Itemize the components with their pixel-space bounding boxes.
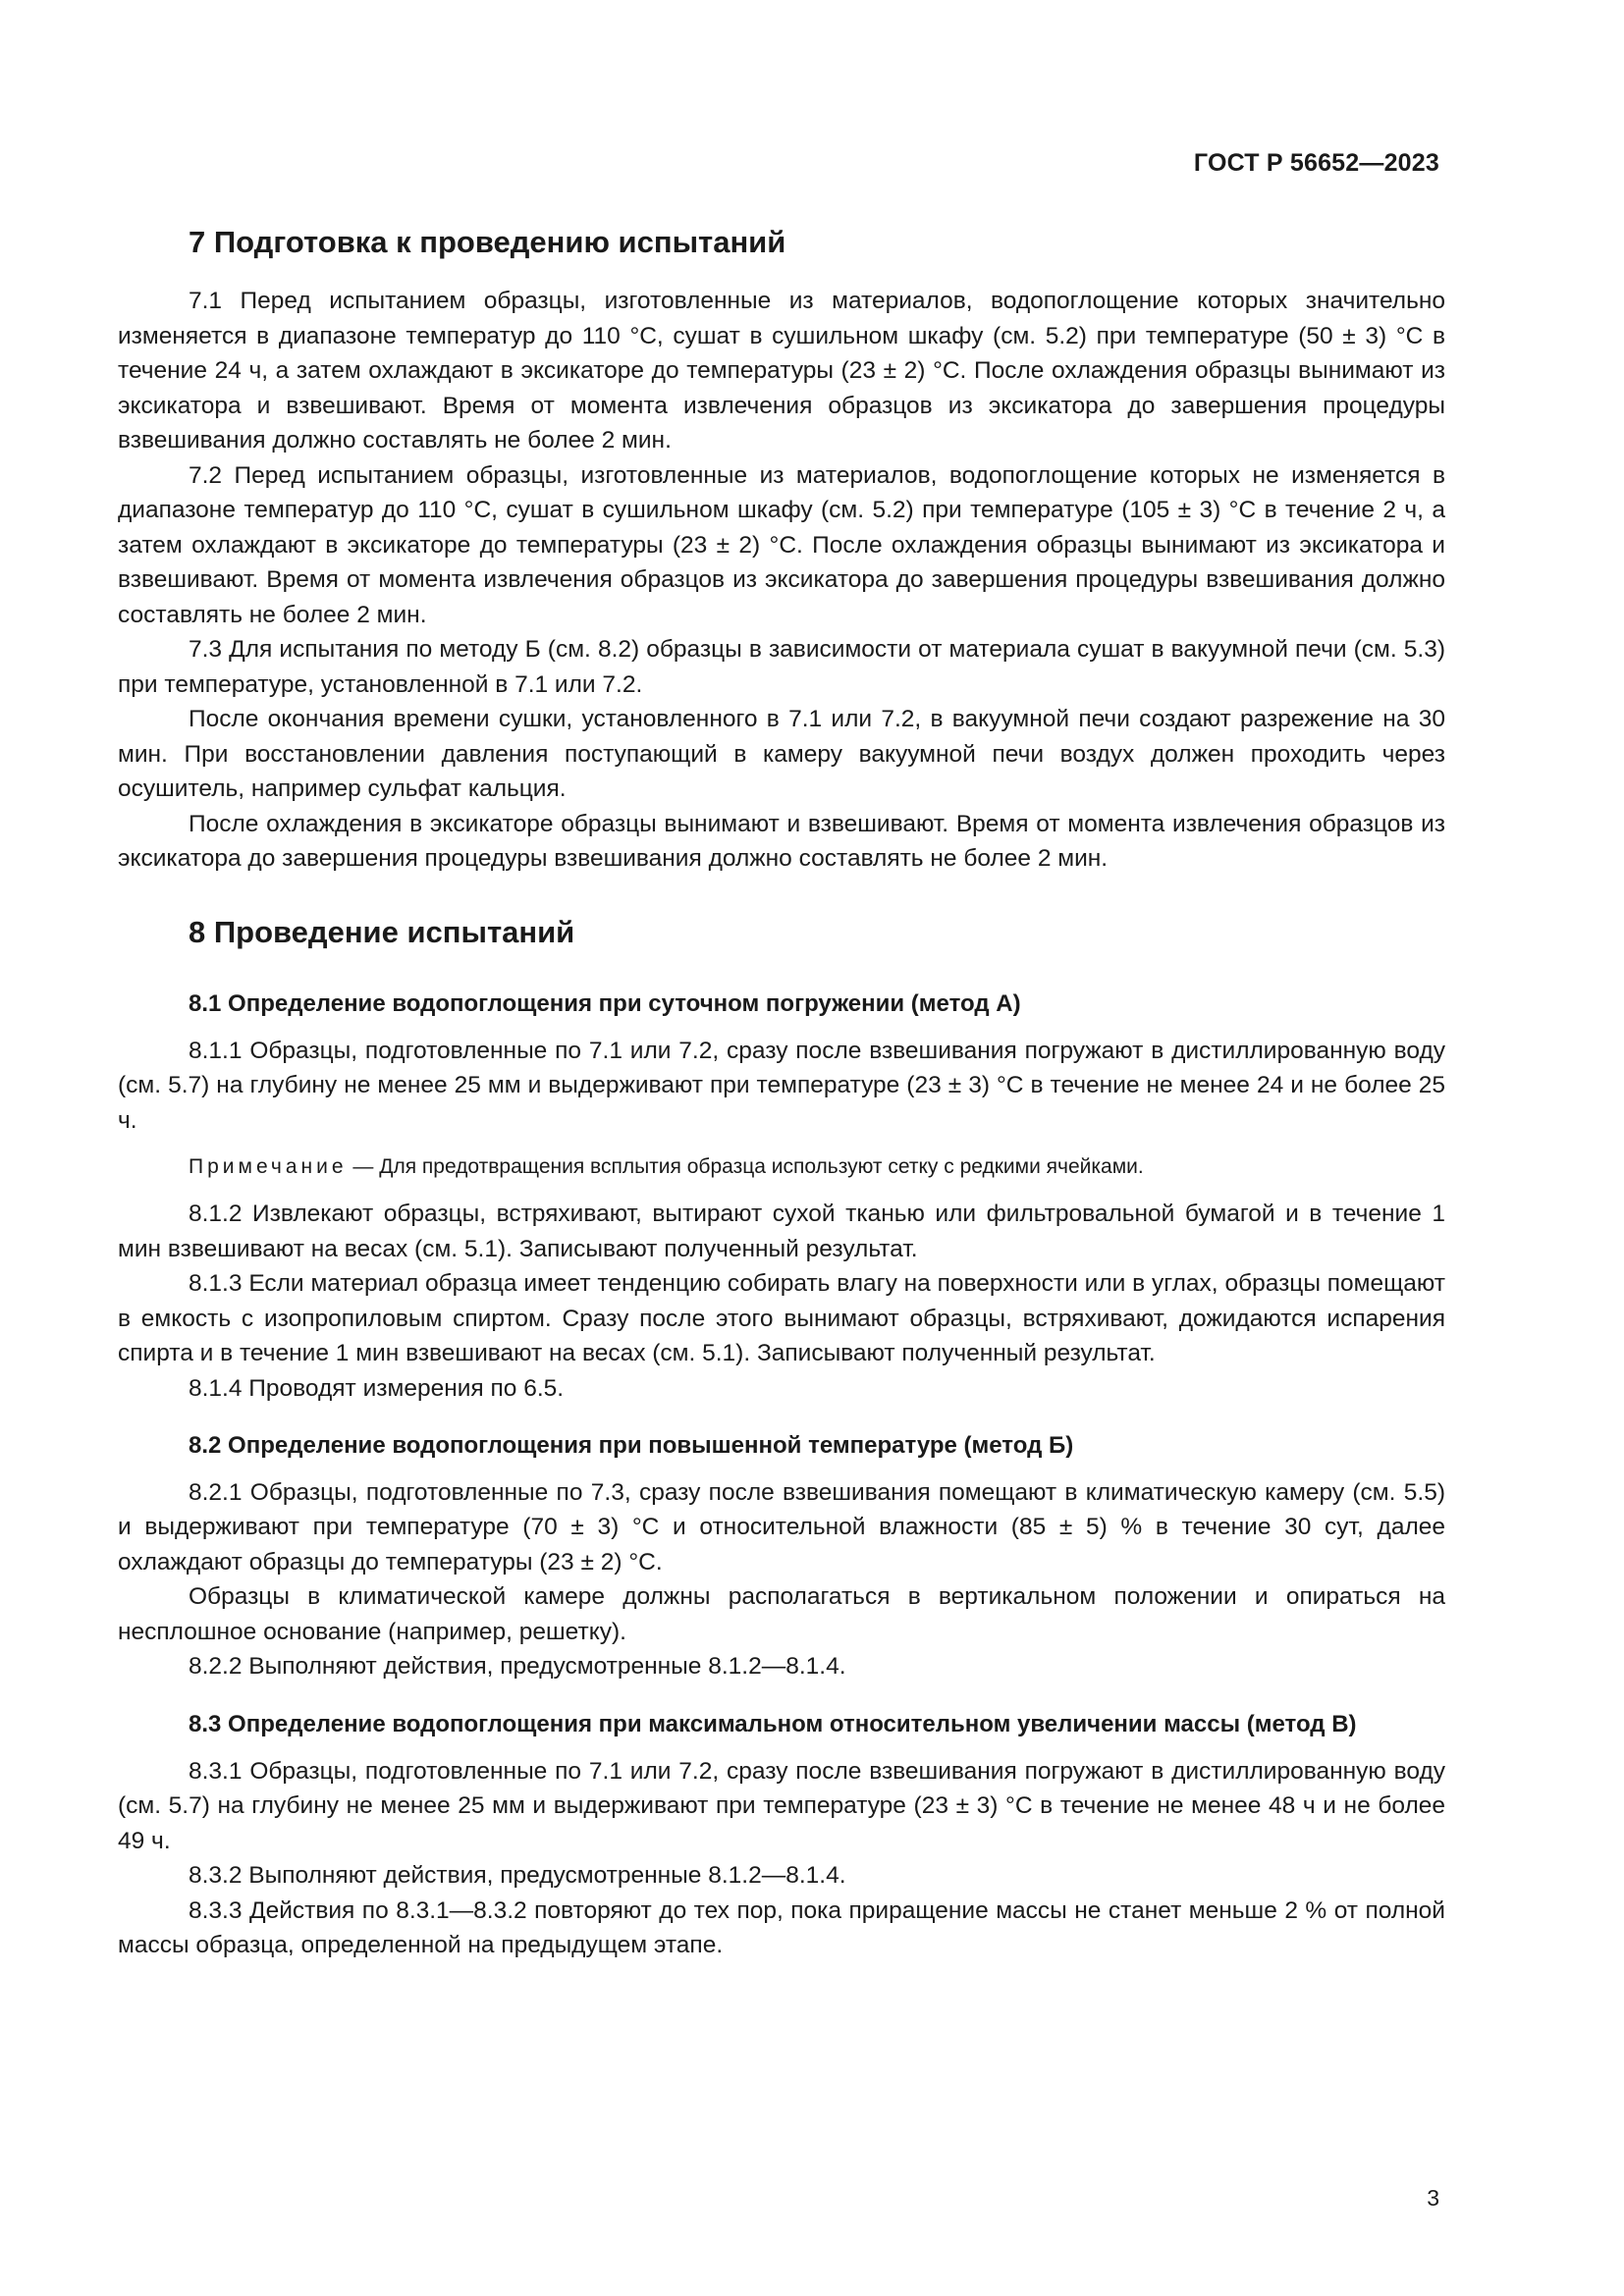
- subsection-8-3-heading: 8.3 Определение водопоглощения при максимальном относительном увеличении массы (метод В): [189, 1710, 1357, 1737]
- paragraph-8-2-1: 8.2.1 Образцы, подготовленные по 7.3, сразу после взвешивания помещают в климатическую камеру (см. 5.5) и выдерживают при температуре (70 ± 3) °С и относительной влажности (85 ± 5) % в течение 30 сут, далее охлаждают образцы до температуры (23 ± 2) °С.: [118, 1478, 1445, 1575]
- subsection-8-1-heading: 8.1 Определение водопоглощения при суточном погружении (метод А): [189, 989, 1021, 1017]
- paragraph-8-1-2: 8.1.2 Извлекают образцы, встряхивают, вытирают сухой тканью или фильтровальной бумагой и в течение 1 мин взвешивают на весах (см. 5.1). Записывают полученный результат.: [118, 1201, 1445, 1262]
- paragraph-7-3-cooling: После охлаждения в эксикаторе образцы вынимают и взвешивают. Время от момента извлечения образцов из эксикатора до завершения процедуры взвешивания должно составлять не более 2 мин.: [118, 810, 1445, 873]
- paragraph-8-1-4: 8.1.4 Проводят измерения по 6.5.: [189, 1374, 565, 1402]
- paragraph-8-1-1: 8.1.1 Образцы, подготовленные по 7.1 или 7.2, сразу после взвешивания погружают в дистиллированную воду (см. 5.7) на глубину не менее 25 мм и выдерживают при температуре (23 ± 3) °С в течение не менее 24 и не более 25 ч.: [118, 1037, 1445, 1134]
- paragraph-7-3-drying: После окончания времени сушки, установленного в 7.1 или 7.2, в вакуумной печи создают разрежение на 30 мин. При восстановлении давления поступающий в камеру вакуумной печи воздух должен проходить через осушитель, например сульфат кальция.: [118, 706, 1445, 803]
- paragraph-7-1: 7.1 Перед испытанием образцы, изготовленные из материалов, водопоглощение которых значительно изменяется в диапазоне температур до 110 °С, сушат в сушильном шкафу (см. 5.2) при температуре (50 ± 3) °С в течение 24 ч, а затем охлаждают в эксикаторе до температуры (23 ± 2) °С. После охлаждения образцы вынимают из эксикатора и взвешивают. Время от момента извлечения образцов из эксикатора до завершения процедуры взвешивания должно составлять не более 2 мин.: [118, 288, 1445, 454]
- paragraph-8-3-1: 8.3.1 Образцы, подготовленные по 7.1 или 7.2, сразу после взвешивания погружают в дистиллированную воду (см. 5.7) на глубину не менее 25 мм и выдерживают при температуре (23 ± 3) °С в течение не менее 48 ч и не более 49 ч.: [118, 1757, 1445, 1854]
- paragraph-8-2-1-position: Образцы в климатической камере должны располагаться в вертикальном положении и опираться на несплошное основание (например, решетку).: [118, 1583, 1445, 1645]
- section-8-heading: 8 Проведение испытаний: [189, 914, 575, 949]
- paragraph-8-3-3: 8.3.3 Действия по 8.3.1—8.3.2 повторяют до тех пор, пока приращение массы не станет меньше 2 % от полной массы образца, определенной на предыдущем этапе.: [118, 1896, 1445, 1959]
- note-text: — Для предотвращения всплытия образца используют сетку с редкими ячейками.: [347, 1155, 1144, 1179]
- section-7-heading: 7 Подготовка к проведению испытаний: [189, 225, 786, 259]
- subsection-8-2-heading: 8.2 Определение водопоглощения при повышенной температуре (метод Б): [189, 1432, 1074, 1460]
- paragraph-8-2-2: 8.2.2 Выполняют действия, предусмотренные 8.1.2—8.1.4.: [189, 1653, 846, 1681]
- document-code: ГОСТ Р 56652—2023: [1193, 149, 1439, 177]
- paragraph-8-3-2: 8.3.2 Выполняют действия, предусмотренные 8.1.2—8.1.4.: [189, 1862, 846, 1890]
- paragraph-7-3: 7.3 Для испытания по методу Б (см. 8.2) образцы в зависимости от материала сушат в вакуумной печи (см. 5.3) при температуре, установленной в 7.1 или 7.2.: [118, 636, 1445, 698]
- paragraph-8-1-3: 8.1.3 Если материал образца имеет тенденцию собирать влагу на поверхности или в углах, образцы помещают в емкость с изопропиловым спиртом. Сразу после этого вынимают образцы, встряхивают, дожидаются испарения спирта и в течение 1 мин взвешивают на весах (см. 5.1). Записывают полученный результат.: [118, 1270, 1445, 1367]
- page-body: [118, 224, 1445, 1963]
- paragraph-7-2: 7.2 Перед испытанием образцы, изготовленные из материалов, водопоглощение которых не изменяется в диапазоне температур до 110 °С, сушат в сушильном шкафу (см. 5.2) при температуре (105 ± 3) °С в течение 2 ч, а затем охлаждают в эксикаторе до температуры (23 ± 2) °С. После охлаждения образцы вынимают из эксикатора и взвешивают. Время от момента извлечения образцов из эксикатора до завершения процедуры взвешивания должно составлять не более 2 мин.: [118, 461, 1445, 628]
- note: [118, 1151, 1445, 1183]
- page-number: 3: [1427, 2185, 1439, 2211]
- note-label: Примечание: [189, 1155, 348, 1179]
